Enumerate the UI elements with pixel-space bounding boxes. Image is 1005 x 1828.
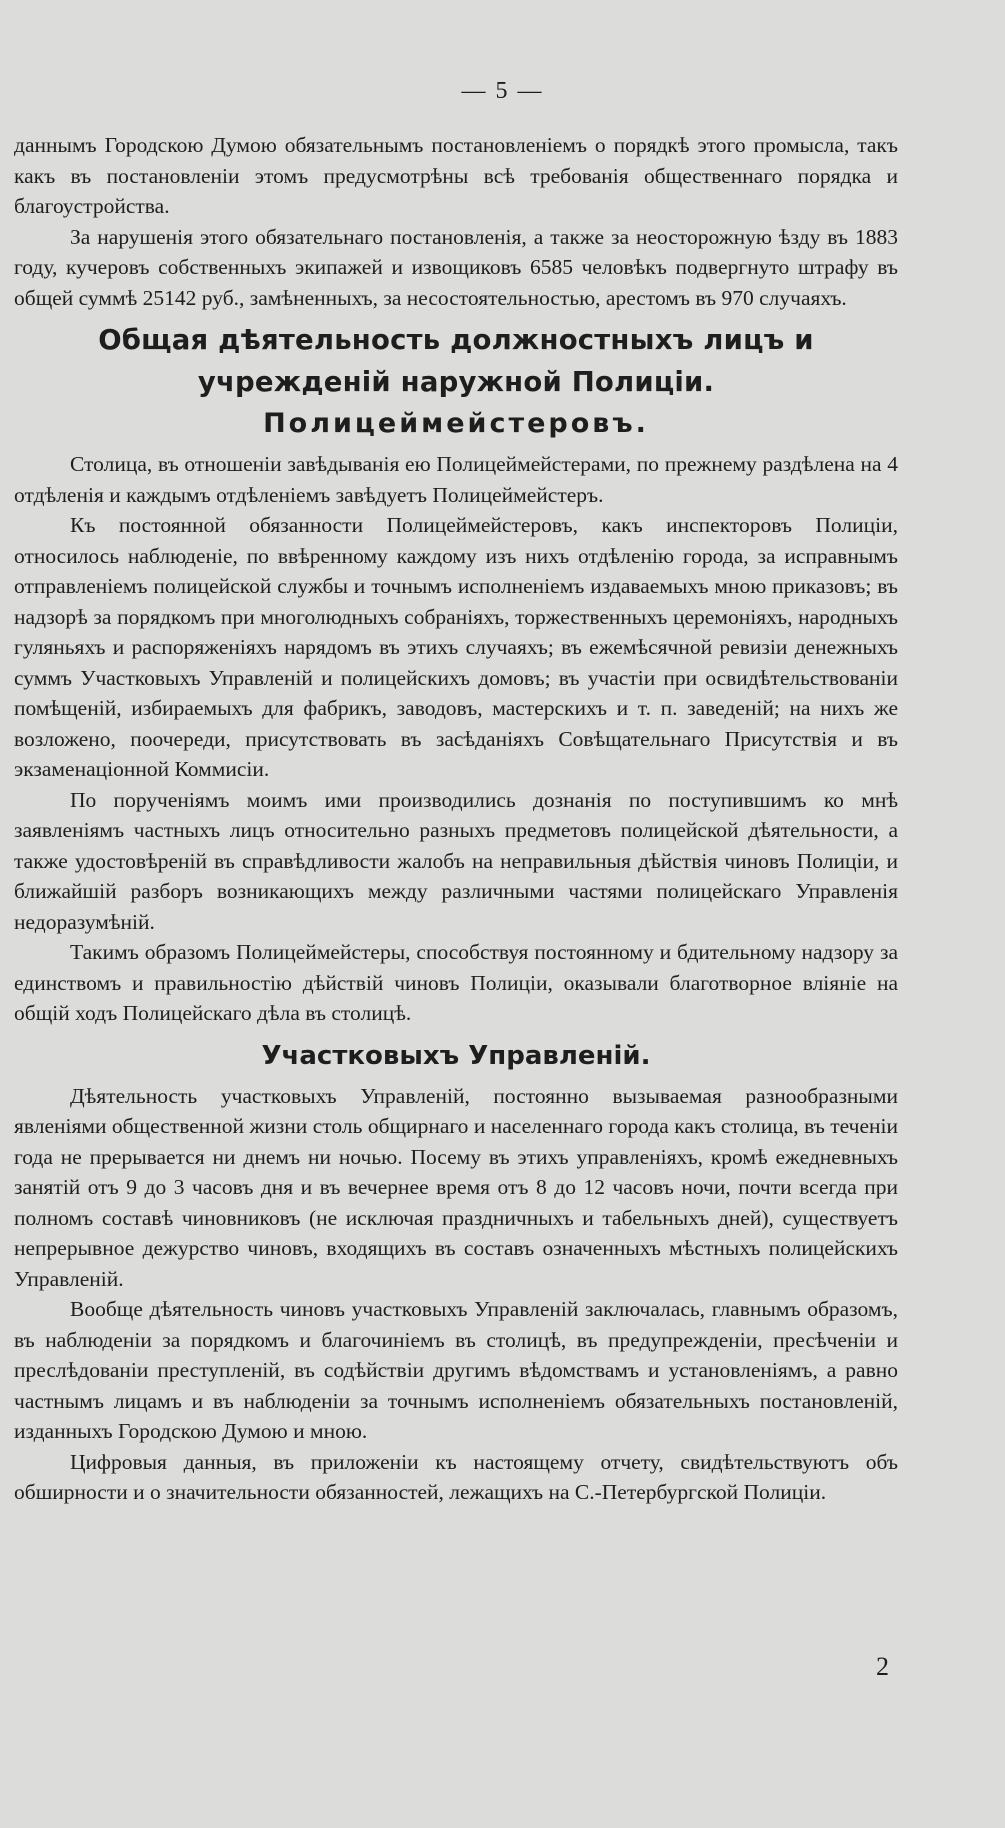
subsection-title-precincts: Участковыхъ Управленiй. [261,1040,651,1071]
paragraph-statistics: Цифровыя данныя, въ приложенiи къ настоящему отчету, свидѣтельствуютъ объ обширности и о значительности обязанностей, лежащихъ на С.-Петербургской Полицiи. [14,1449,898,1504]
paragraph-continuation: даннымъ Городскою Думою обязательнымъ постановленiемъ о порядкѣ этого промысла, такъ какъ въ постановленiи этомъ предусмотрѣны всѣ требованiя общественнаго порядка и благоустройства. [14,133,898,218]
paragraph-duties: Къ постоянной обязанности Полицеймейстеровъ, какъ инспекторовъ Полицiи, относилось наблюденiе, по ввѣренному каждому изъ нихъ отдѣленiю города, за исправнымъ отправленiемъ полицейской службы и точнымъ исполненiемъ издаваемыхъ мною приказовъ; въ надзорѣ за порядкомъ при многолюдныхъ собранiяхъ, торжественныхъ церемонiяхъ, народныхъ гуляньяхъ и распоряженiяхъ нарядомъ въ этихъ случаяхъ; въ ежемѣсячной ревизiи денежныхъ суммъ Участковыхъ Управленiй и полицейскихъ домовъ; въ участiи при освидѣтельствованiи помѣщенiй, избираемыхъ для фабрикъ, заводовъ, мастерскихъ и т. п. заведенiй; на нихъ же возложено, поочереди, присутствовать въ засѣданiяхъ Совѣщательнаго Присутствiя и въ экзаменацiонной Коммисiи. [14,513,898,781]
paragraph-fines: За нарушенiя этого обязательнаго постановленiя, а также за неосторожную ѣзду въ 1883 году, кучеровъ собственныхъ экипажей и извощиковъ 6585 человѣкъ подвергнуто штрафу въ общей суммѣ 25142 руб., замѣненныхъ, за несостоятельностью, арестомъ въ 970 случаяхъ. [14,224,898,310]
signature-mark: 2 [876,1652,889,1681]
paragraph-districts: Столица, въ отношенiи завѣдыванiя ею Полицеймейстерами, по прежнему раздѣлена на 4 отдѣленiя и каждымъ отдѣленiемъ завѣдуетъ Полицеймейстеръ. [14,452,898,507]
paragraph-influence: Такимъ образомъ Полицеймейстеры, способствуя постоянному и бдительному надзору за единствомъ и правильностiю дѣйствiй чиновъ Полицiи, оказывали благотворное влiянiе на общiй ходъ Полицейскаго дѣла въ столицѣ. [14,940,898,1025]
paragraph-inquiries: По порученiямъ моимъ ими производились дознанiя по поступившимъ ко мнѣ заявленiямъ частныхъ лицъ относительно разныхъ предметовъ полицейской дѣятельности, а также удостовѣренiй въ справѣдливости жалобъ на неправильныя дѣйствiя чиновъ Полицiи, и ближайшiй разборъ возникающихъ между различными частями полицейскаго Управленiя недоразумѣнiй. [14,787,898,934]
paragraph-precinct-activity: Дѣятельность участковыхъ Управленiй, постоянно вызываемая разнообразными явленiями общественной жизни столь общирнаго и населеннаго города какъ столица, въ теченiи года не прерывается ни днемъ ни ночью. Посему въ этихъ управленiяхъ, кромѣ ежедневныхъ занятiй отъ 9 до 3 часовъ дня и въ вечернее время отъ 8 до 12 часовъ ночи, почти всегда при полномъ составѣ чиновниковъ (не исключая праздничныхъ и табельныхъ дней), существуетъ непрерывное дежурство чиновъ, входящихъ въ составъ означенныхъ мѣстныхъ полицейскихъ Управленiй. [14,1083,898,1291]
paragraph-precinct-duties: Вообще дѣятельность чиновъ участковыхъ Управленiй заключалась, главнымъ образомъ, въ наблюденiи за порядкомъ и благочинiемъ въ столицѣ, въ предупрежденiи, пресѣченiи и преслѣдованiи преступленiй, въ содѣйствiи другимъ вѣдомствамъ и установленiямъ, а равно частнымъ лицамъ и въ наблюденiи за точнымъ исполненiемъ обязательныхъ постановленiй, изданныхъ Городскою Думою и мною. [14,1297,898,1443]
subsection-title-police-chiefs: Полицеймейстеровъ. [263,408,649,439]
body-text [14,130,898,1508]
section-title: Общая дѣятельность должностныхъ лицъ и учрежденiй наружной Полицiи. [98,324,814,398]
page-number: — 5 — [461,78,544,104]
